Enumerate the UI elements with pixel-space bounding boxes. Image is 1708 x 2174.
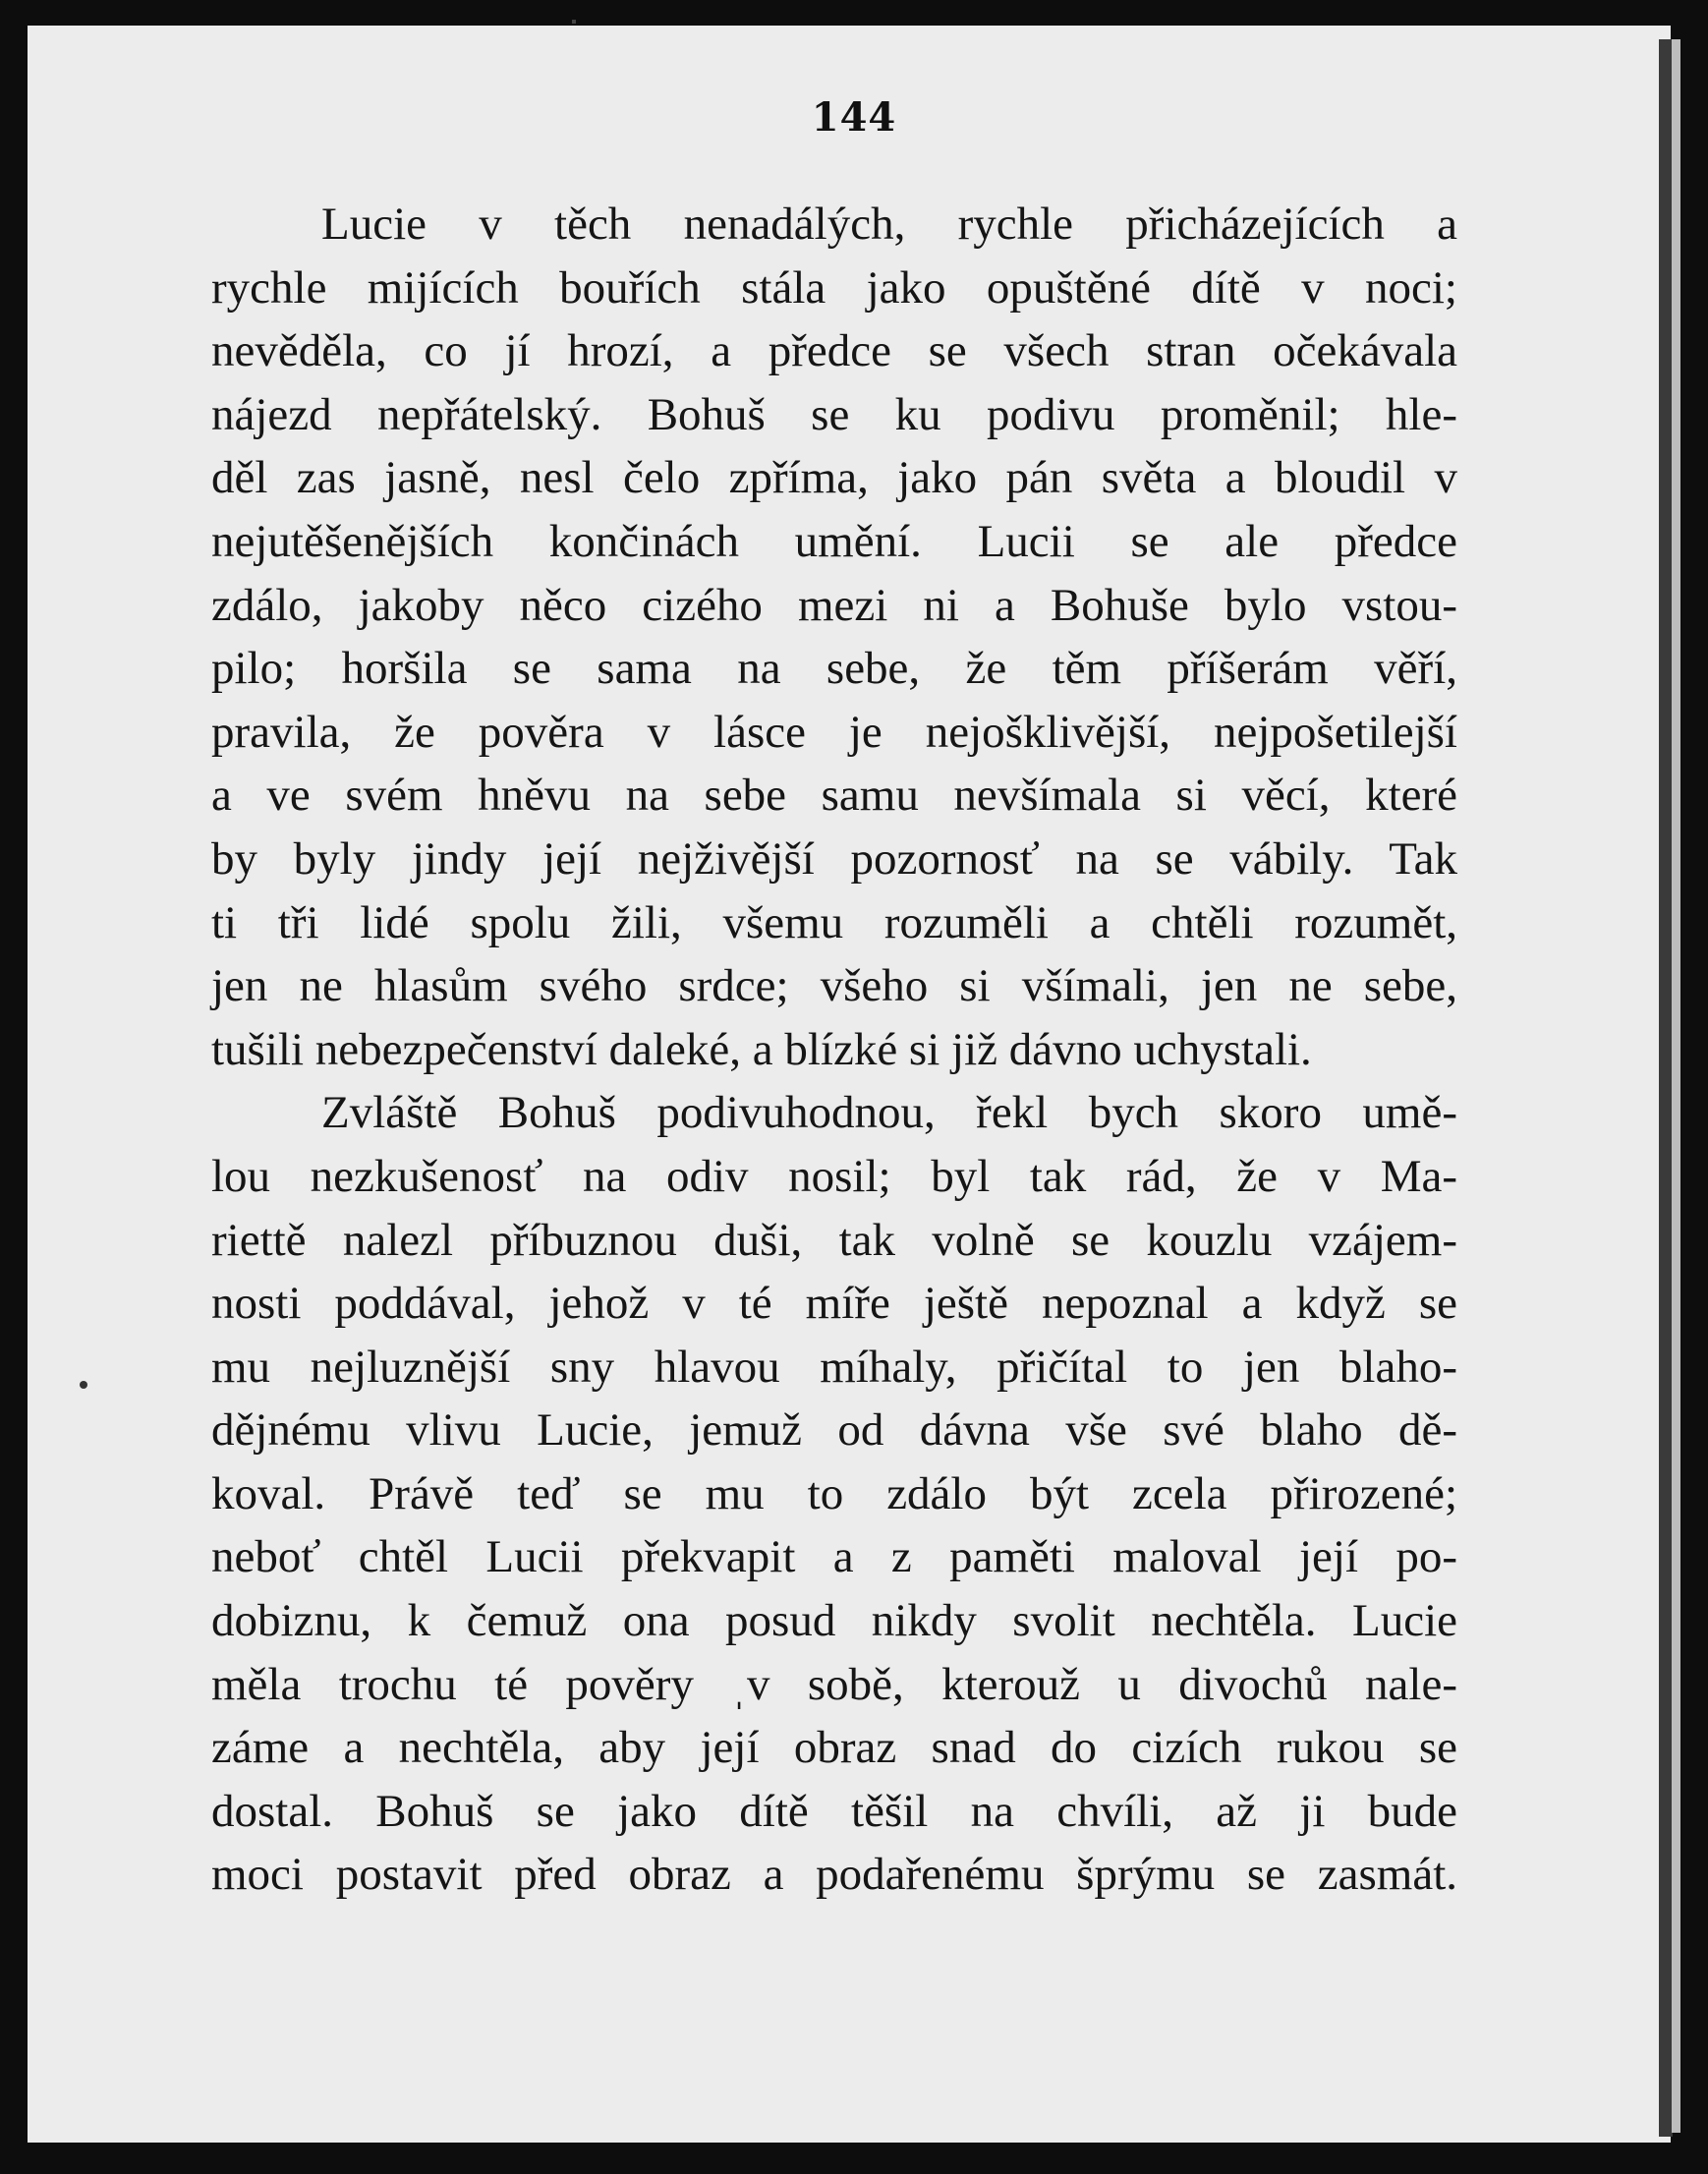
text-line: děl zas jasně, nesl čelo zpříma, jako pán světa a bloudil v — [211, 452, 1457, 504]
text-line: jen ne hlasům svého srdce; všeho si všímali, jen ne sebe, — [211, 960, 1457, 1012]
scan-speck-margin — [80, 1381, 87, 1389]
text-line: a ve svém hněvu na sebe samu nevšímala si věcí, které — [211, 770, 1457, 822]
text-line: koval. Právě teď se mu to zdálo být zcela přirozené; — [211, 1467, 1457, 1519]
text-line: moci postavit před obraz a podařenému šprýmu se zasmát. — [211, 1849, 1457, 1901]
text-line: mu nejluznější sny hlavou míhaly, přičítal to jen blaho- — [211, 1341, 1457, 1393]
page-number: 144 — [811, 94, 897, 141]
text-line: by byly jindy její nejživější pozornosť na se vábily. Tak — [211, 832, 1457, 885]
text-line: měla trochu té pověry ˌv sobě, kterouž u divochů nale- — [211, 1658, 1457, 1710]
text-line: nosti poddával, jehož v té míře ještě nepoznal a když se — [211, 1278, 1457, 1330]
text-line: záme a nechtěla, aby její obraz snad do cizích rukou se — [211, 1722, 1457, 1774]
text-line: dějnému vlivu Lucie, jemuž od dávna vše své blaho dě- — [211, 1404, 1457, 1457]
text-line: nejutěšenějších končinách umění. Lucii se ale předce — [211, 515, 1457, 567]
text-line: nájezd nepřátelský. Bohuš se ku podivu proměnil; hle- — [211, 388, 1457, 440]
text-line: Lucie v těch nenadálých, rychle přicházejících a — [321, 199, 1457, 250]
text-line: riettě nalezl příbuznou duši, tak volně se kouzlu vzájem- — [211, 1214, 1457, 1266]
scan-speck-top — [572, 20, 576, 24]
body-text — [211, 193, 1457, 1907]
text-line: dostal. Bohuš se jako dítě těšil na chvíli, až ji bude — [211, 1785, 1457, 1837]
page-edge-highlight — [1672, 39, 1680, 2133]
text-line: pilo; horšila se sama na sebe, že těm příšerám věří, — [211, 643, 1457, 695]
text-line: neboť chtěl Lucii překvapit a z paměti maloval její po- — [211, 1531, 1457, 1583]
text-line: tušili nebezpečenství daleké, a blízké si již dávno uchystali. — [211, 1023, 1312, 1075]
text-line: dobiznu, k čemuž ona posud nikdy svolit nechtěla. Lucie — [211, 1595, 1457, 1647]
text-line: ti tři lidé spolu žili, všemu rozuměli a chtěli rozumět, — [211, 896, 1457, 948]
page-edge-shadow — [1659, 39, 1673, 2137]
text-line: lou nezkušenosť na odiv nosil; byl tak rád, že v Ma- — [211, 1150, 1457, 1202]
text-line: Zvláště Bohuš podivuhodnou, řekl bych skoro umě- — [321, 1087, 1457, 1139]
text-line: zdálo, jakoby něco cizého mezi ni a Bohuše bylo vstou- — [211, 579, 1457, 631]
text-line: nevěděla, co jí hrozí, a předce se všech stran očekávala — [211, 325, 1457, 377]
text-line: pravila, že pověra v lásce je nejošklivější, nejpošetilejší — [211, 706, 1457, 758]
text-line: rychle mijících bouřích stála jako opuštěné dítě v noci; — [211, 261, 1457, 314]
